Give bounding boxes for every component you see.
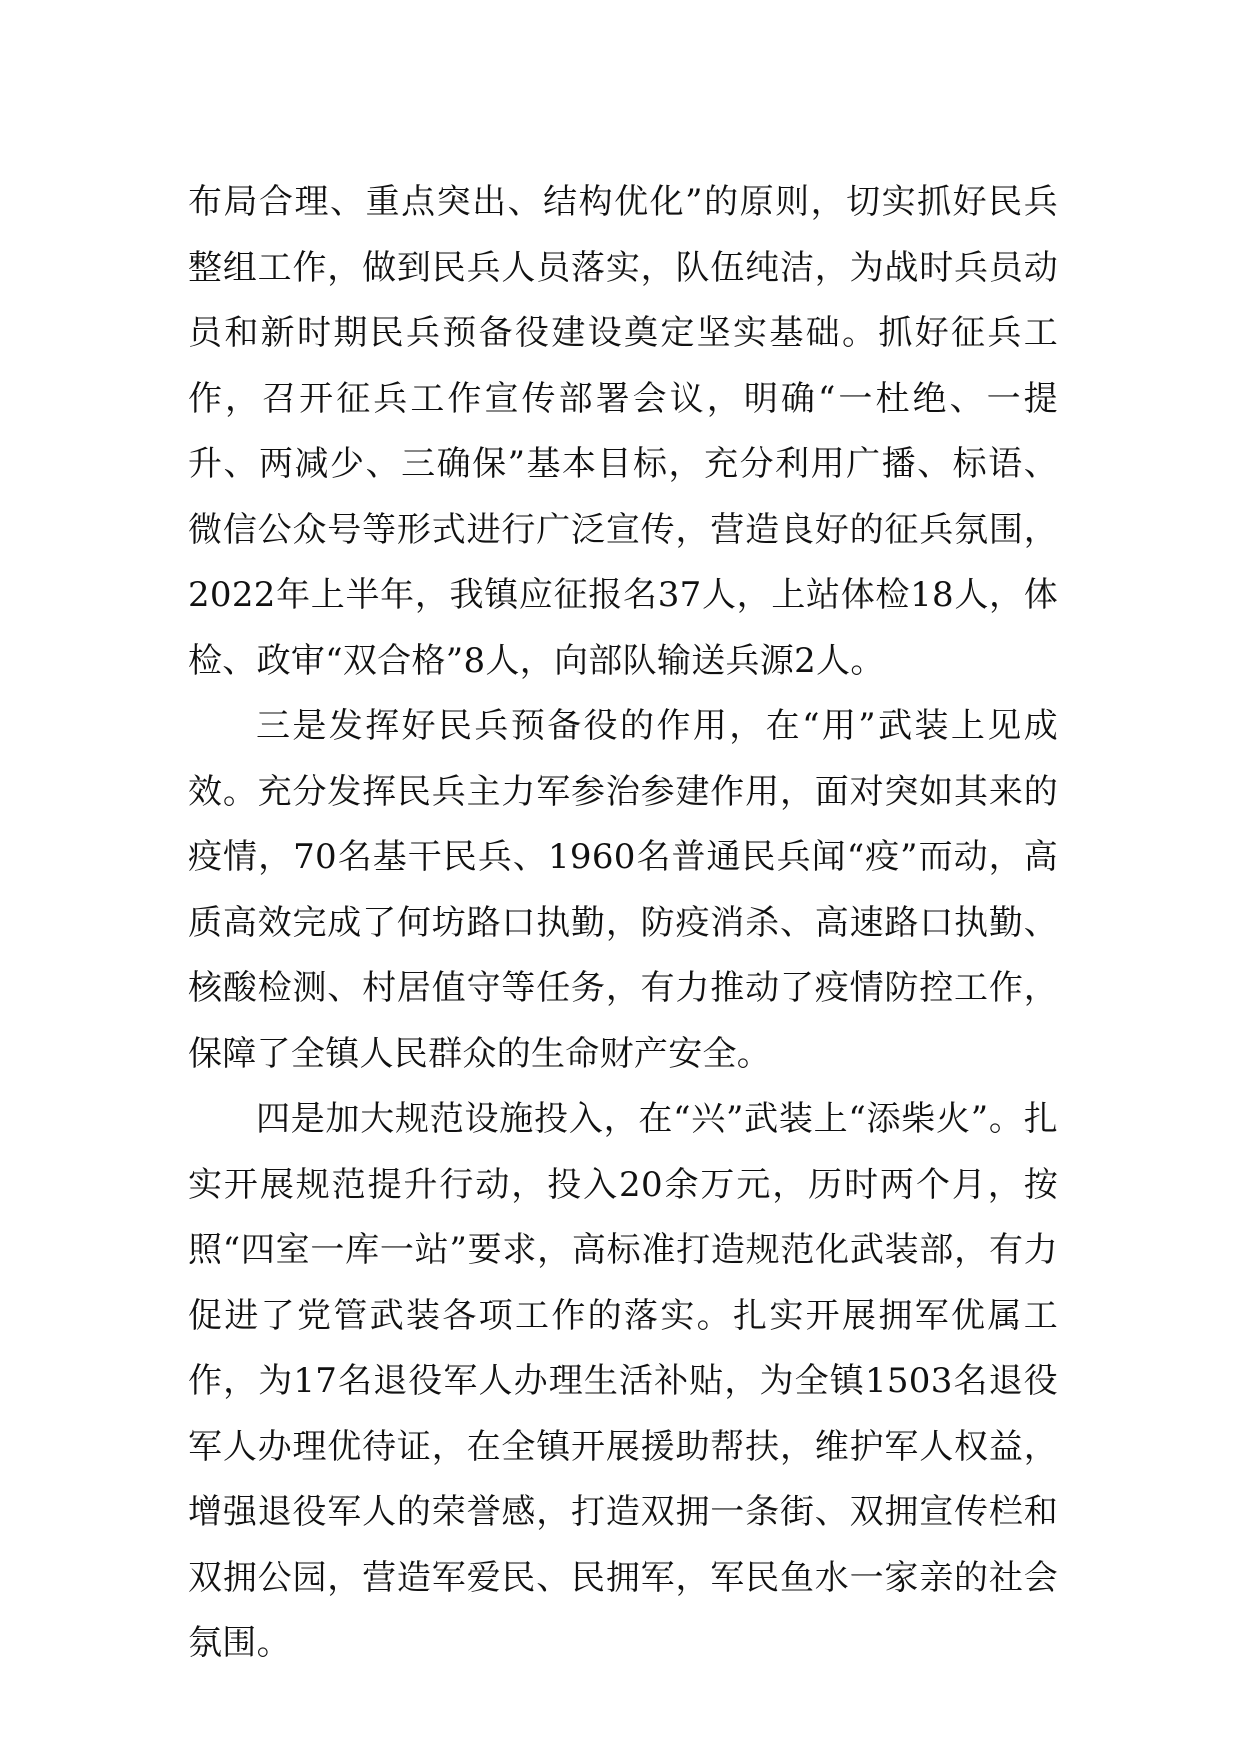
paragraph-2: 三是发挥好民兵预备役的作用，在“用”武装上见成效。充分发挥民兵主力军参治参建作用，面对突如其来的疫情，70名基干民兵、1960名普通民兵闻“疫”而动，高质高效完成了何坊路口执勤，防疫消杀、高速路口执勤、核酸检测、村居值守等任务，有力推动了疫情防控工作，保障了全镇人民群众的生命财产安全。 (188, 706, 1058, 1074)
document-body (188, 170, 1058, 1677)
paragraph-3: 四是加大规范设施投入，在“兴”武装上“添柴火”。扎实开展规范提升行动，投入20余万元，历时两个月，按照“四室一库一站”要求，高标准打造规范化武装部，有力促进了党管武装各项工作的落实。扎实开展拥军优属工作，为17名退役军人办理生活补贴，为全镇1503名退役军人办理优待证，在全镇开展援助帮扶，维护军人权益，增强退役军人的荣誉感，打造双拥一条街、双拥宣传栏和双拥公园，营造军爱民、民拥军，军民鱼水一家亲的社会氛围。 (188, 1099, 1058, 1663)
paragraph-1: 布局合理、重点突出、结构优化”的原则，切实抓好民兵整组工作，做到民兵人员落实，队伍纯洁，为战时兵员动员和新时期民兵预备役建设奠定坚实基础。抓好征兵工作，召开征兵工作宣传部署会议，明确“一杜绝、一提升、两减少、三确保”基本目标，充分利用广播、标语、微信公众号等形式进行广泛宣传，营造良好的征兵氛围，2022年上半年，我镇应征报名37人，上站体检18人，体检、政审“双合格”8人，向部队输送兵源2人。 (188, 182, 1058, 681)
